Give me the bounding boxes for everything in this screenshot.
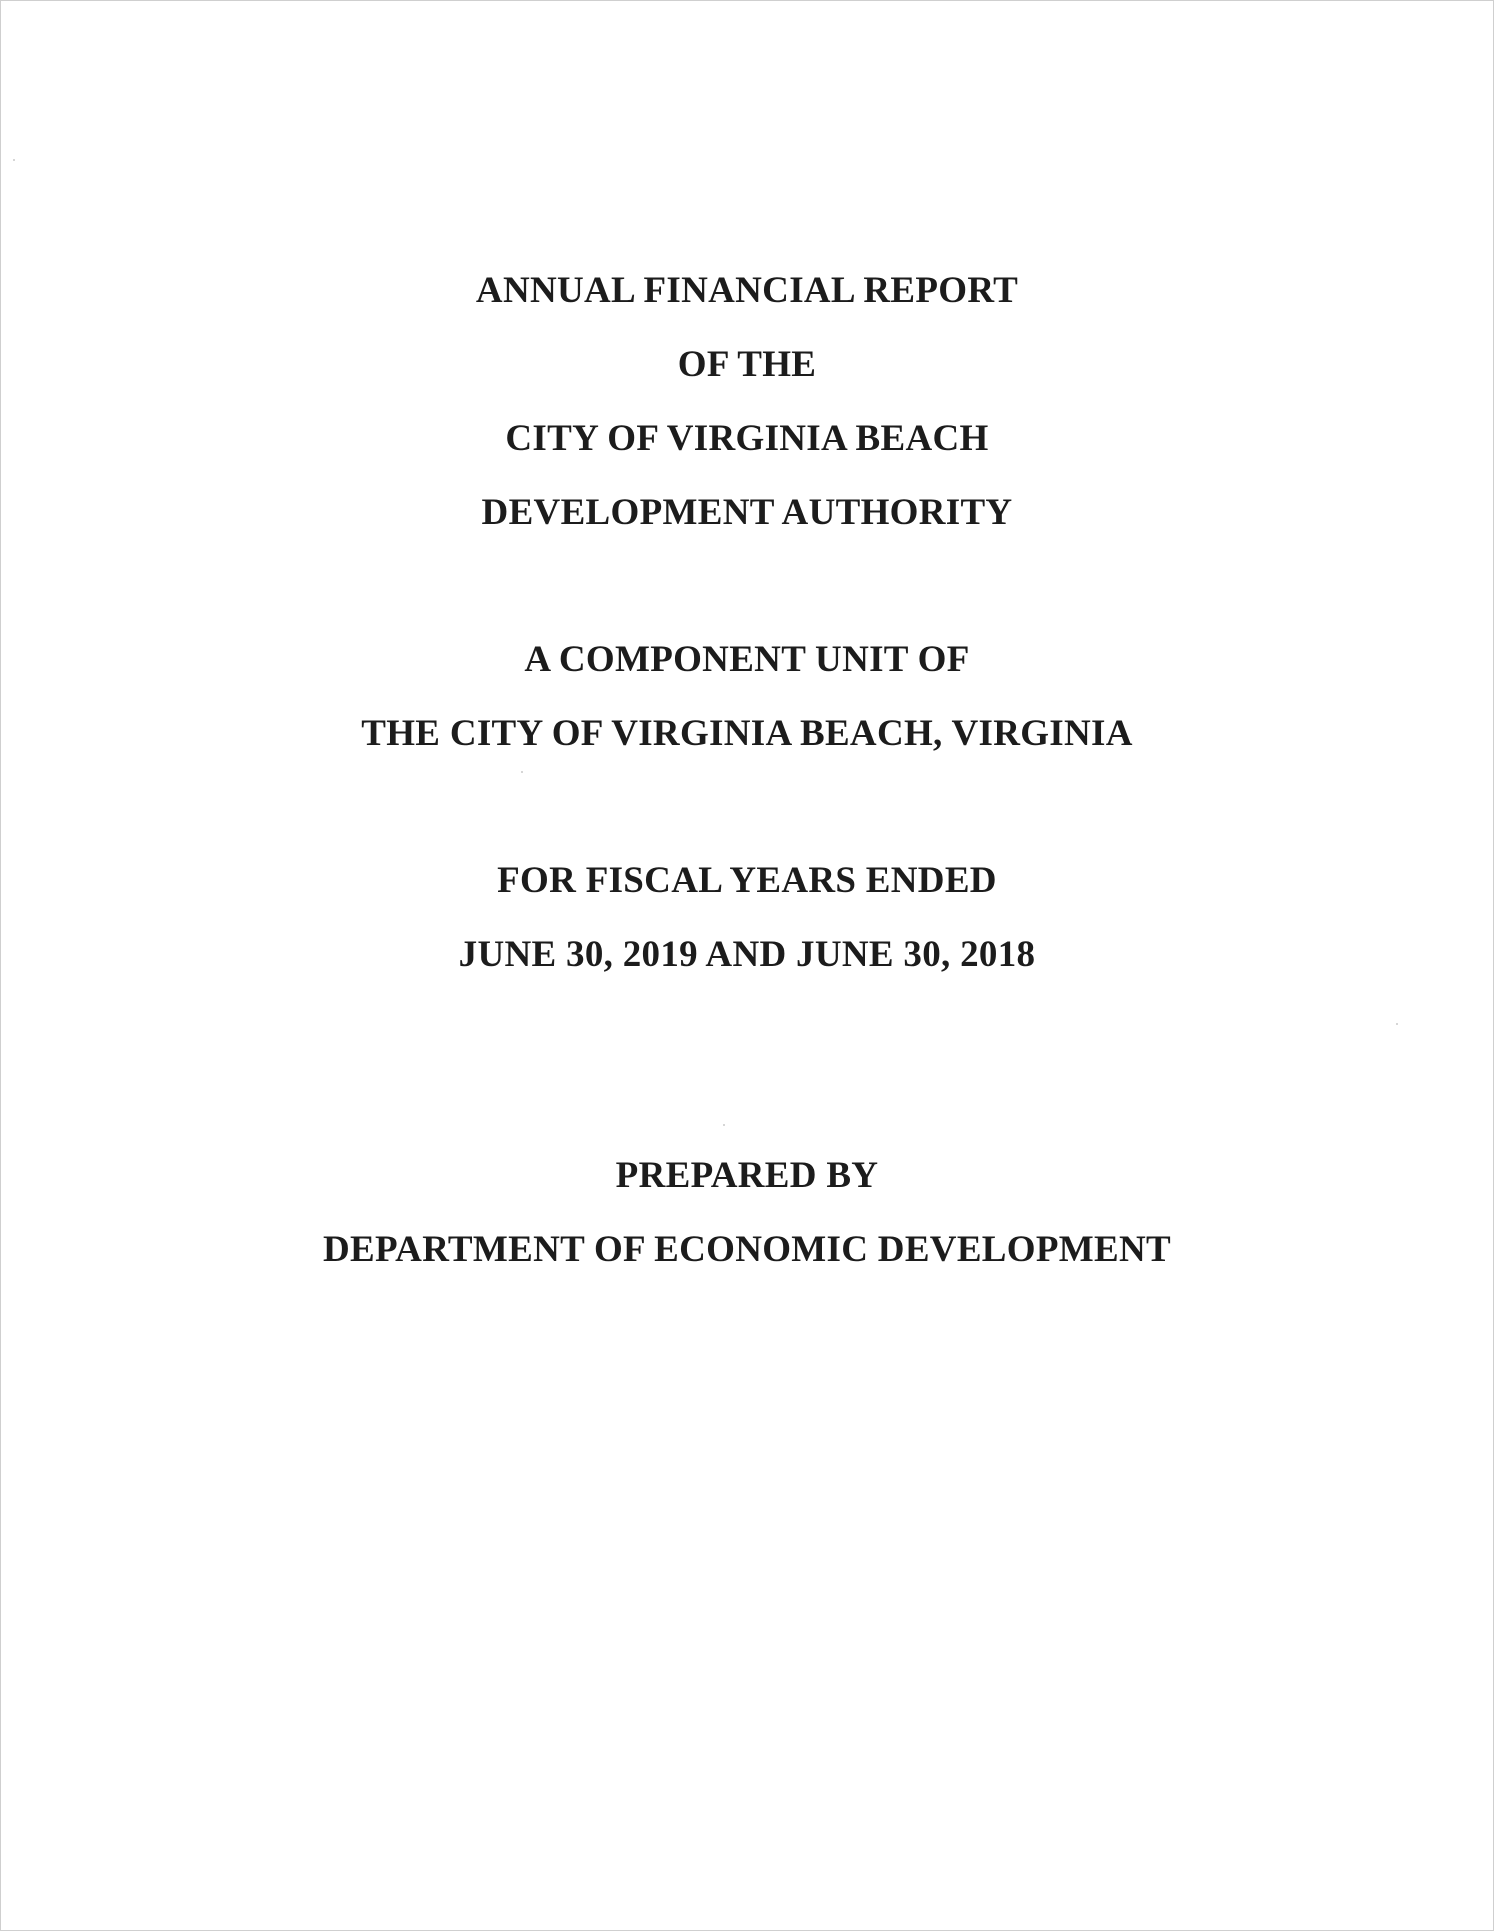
component-unit-line-1: A COMPONENT UNIT OF <box>524 639 970 680</box>
fiscal-period-line-1: FOR FISCAL YEARS ENDED <box>497 860 997 901</box>
report-title-line-1: ANNUAL FINANCIAL REPORT <box>475 270 1019 311</box>
component-unit-line-2: THE CITY OF VIRGINIA BEACH, VIRGINIA <box>361 713 1133 754</box>
report-title-line-4: DEVELOPMENT AUTHORITY <box>481 492 1013 533</box>
scan-speck <box>723 1124 725 1126</box>
scan-speck <box>521 771 523 773</box>
scan-speck <box>1396 1023 1398 1025</box>
prepared-by-line-1: PREPARED BY <box>615 1155 879 1196</box>
fiscal-period-line-2: JUNE 30, 2019 AND JUNE 30, 2018 <box>458 934 1036 975</box>
prepared-by-line-2: DEPARTMENT OF ECONOMIC DEVELOPMENT <box>323 1229 1171 1270</box>
scan-speck <box>13 159 15 161</box>
report-title-line-3: CITY OF VIRGINIA BEACH <box>505 418 989 459</box>
report-title-line-2: OF THE <box>677 344 817 385</box>
